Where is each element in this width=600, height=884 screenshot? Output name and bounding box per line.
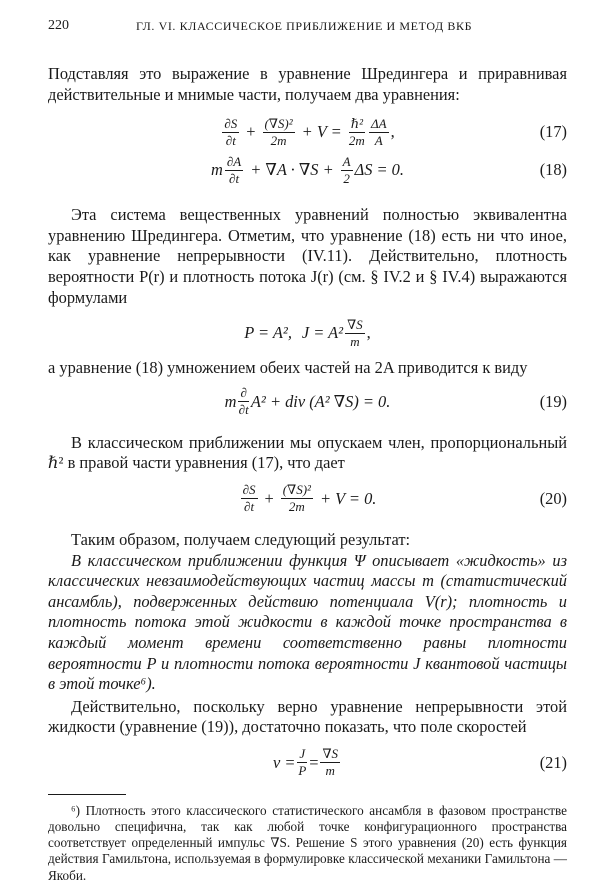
eq17-t2-den: 2m bbox=[270, 132, 287, 148]
equation-18 bbox=[48, 151, 567, 189]
paragraph-7: Действительно, поскольку верно уравнение непрерывности этой жидкости (уравнение (19)), достаточно показать, что поле скоростей bbox=[48, 696, 567, 737]
eq21-t2-den: m bbox=[325, 763, 335, 779]
eq18-term2 bbox=[341, 155, 353, 186]
eq21-term2 bbox=[320, 747, 340, 778]
page-header bbox=[48, 18, 567, 40]
eq17-t3-den: 2m bbox=[348, 132, 365, 148]
eq18-t2-den: 2 bbox=[343, 170, 350, 186]
eq20-term2 bbox=[281, 483, 313, 514]
eq17-term4 bbox=[369, 117, 389, 148]
equation-number-20: (20) bbox=[539, 488, 567, 508]
eqpj-frac bbox=[345, 318, 365, 349]
eq18-mid: + ∇A · ∇S + bbox=[250, 160, 334, 180]
footnote-divider bbox=[48, 794, 126, 795]
eq17-tail: , bbox=[390, 122, 395, 142]
equation-20: $\frac{\partial S}{\partial t}$ + $\frac{\text{(∇S)²}}{2m}$ + V = 0. (20) bbox=[242, 482, 567, 515]
eq17-t4-den: A bbox=[374, 132, 383, 148]
eqpj-num: ∇S bbox=[347, 316, 363, 332]
paragraph-2: Эта система вещественных уравнений полностью эквивалентна уравнению Шредингера. Отметим, что уравнение (18) есть ни что иное, как уравнение непрерывности (IV.11). Действительно, плотность вероятности P(r) и плотность потока J(r) (см. § IV.2 и § IV.4) выражаются формулами bbox=[48, 205, 567, 307]
eq18-lead: m bbox=[211, 160, 223, 180]
paragraph-3: а уравнение (18) умножением обеих частей на 2A приводится к виду bbox=[48, 358, 528, 378]
eq17-term1 bbox=[222, 117, 239, 148]
eqpj-tail: , bbox=[366, 323, 371, 343]
running-head: ГЛ. VI. КЛАССИЧЕСКОЕ ПРИБЛИЖЕНИЕ И МЕТОД ВКБ bbox=[136, 19, 473, 33]
eq20-t2-den: 2m bbox=[288, 499, 305, 515]
eq17-t1-num: ∂S bbox=[224, 115, 238, 131]
eq21-t1-num: J bbox=[299, 746, 306, 762]
equation-number-19: (19) bbox=[539, 391, 567, 411]
eq19-tail: A² + div (A² ∇S) = 0. bbox=[250, 391, 391, 411]
eq19-t1-num: ∂ bbox=[240, 385, 247, 401]
eq19-t1-den: ∂t bbox=[238, 402, 249, 418]
page bbox=[48, 18, 567, 884]
equation-19 bbox=[48, 383, 567, 421]
eq17-mid: + V = bbox=[301, 122, 342, 142]
equation-number-17: (17) bbox=[539, 122, 567, 142]
eq19-term1 bbox=[238, 386, 248, 417]
eq21-t1-den: P bbox=[298, 763, 307, 779]
eq17-t4-num: ΔA bbox=[370, 115, 387, 131]
eq17-term3 bbox=[349, 117, 365, 148]
page-number: 220 bbox=[48, 18, 69, 33]
eqpj-lhs: P = A², bbox=[244, 323, 292, 343]
eq20-tail: + V = 0. bbox=[319, 488, 377, 508]
eqpj-den: m bbox=[350, 333, 360, 349]
footnote-6: ⁶) Плотность этого классического статистического ансамбля в фазовом пространстве довольно специфична, так как любой точке конфигурационного пространства соответствует определенный импульс ∇S. Решение S этого уравнения (20) есть функция действия Гамильтона, используемая в формулировке классической механики Гамильтона — Якоби. bbox=[48, 802, 567, 883]
eq20-t1-num: ∂S bbox=[242, 482, 256, 498]
eq19-lead: m bbox=[224, 391, 237, 411]
equation-21 bbox=[48, 744, 567, 782]
eq21-mid: = bbox=[309, 752, 319, 772]
footnote bbox=[48, 803, 567, 884]
eqpj-j: J = A² bbox=[301, 323, 344, 343]
eq18-t1-den: ∂t bbox=[229, 170, 240, 186]
paragraph-4: В классическом приближении мы опускаем член, пропорциональный ℏ² в правой части уравнения (17), что дает bbox=[48, 432, 567, 473]
eq20-term1 bbox=[241, 483, 258, 514]
eq20-t1-den: ∂t bbox=[244, 499, 255, 515]
eq21-term1 bbox=[297, 747, 307, 778]
eq18-tail: ΔS = 0. bbox=[354, 160, 404, 180]
eq21-lead: v = bbox=[272, 752, 296, 772]
paragraph-1: Подставляя это выражение в уравнение Шредингера и приравнивая действительные и мнимые части, получаем два уравнения: bbox=[48, 64, 567, 104]
paragraph-5: Таким образом, получаем следующий результат: bbox=[71, 529, 411, 549]
eq17-t3-num: ℏ² bbox=[350, 115, 363, 131]
eq18-t2-num: A bbox=[342, 153, 351, 169]
eq17-t1-den: ∂t bbox=[225, 132, 236, 148]
equation-number-21: (21) bbox=[539, 752, 567, 772]
eq18-term1 bbox=[225, 155, 243, 186]
equation-p-j bbox=[48, 314, 567, 352]
paragraph-6-theorem: В классическом приближении функция Ψ описывает «жидкость» из классических невзаимодействующих частиц массы m (статистический ансамбль), подверженных действию потенциала V(r); плотность и плотность потока этой жидкости в каждой точке пространства в каждый момент времени соответственно равны плотности вероятности P и плотности потока вероятности J квантовой частицы в этой точке⁶). bbox=[48, 550, 567, 694]
eq17-t2-num: (∇S)² bbox=[264, 115, 293, 131]
eq18-t1-num: ∂A bbox=[226, 153, 242, 169]
equation-number-18: (18) bbox=[539, 160, 567, 180]
eq17-term2 bbox=[263, 117, 295, 148]
eq21-t2-num: ∇S bbox=[322, 746, 339, 762]
equation-17: $\frac{\partial S}{\partial t}$ + $\frac{\text{(∇S)²}}{2m}$ + V = $\frac{\text{ℏ²}}{2m}$ $\frac{\Delta A}{A}$ , (17) bbox=[224, 115, 567, 148]
eq20-t2-num: (∇S)² bbox=[282, 482, 311, 498]
